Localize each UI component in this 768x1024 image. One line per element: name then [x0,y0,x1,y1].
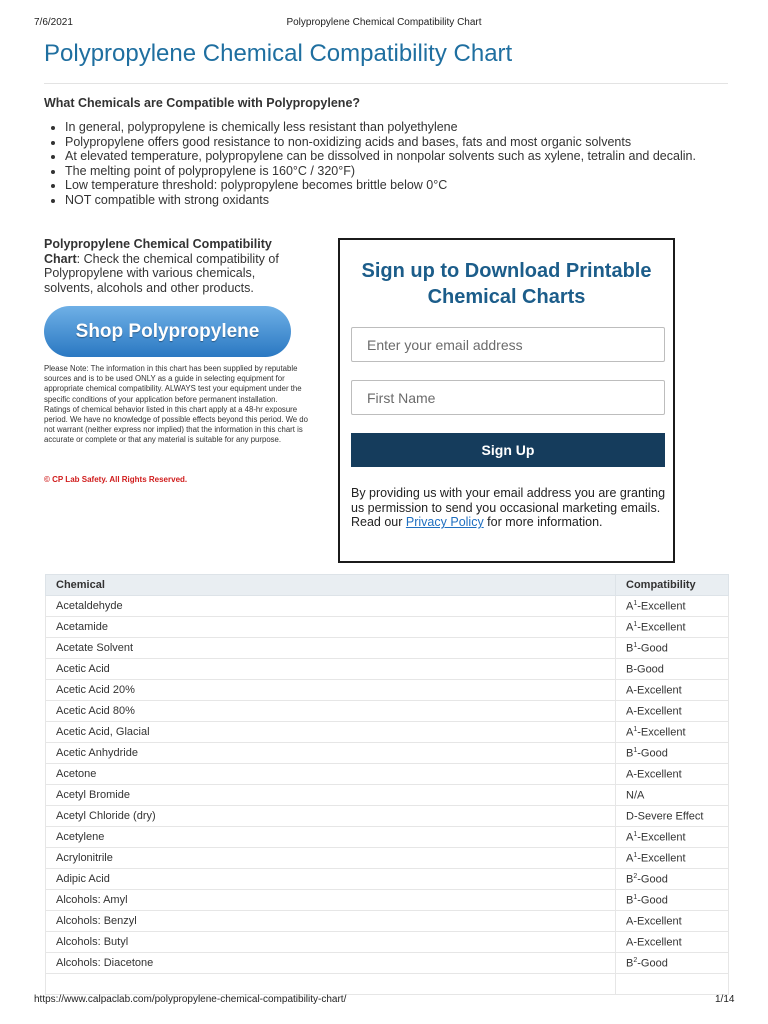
table-row [46,680,729,701]
rating-footnote: 1 [633,851,638,859]
email-input[interactable] [351,327,665,362]
table-header-row [46,575,729,596]
rating-footnote: 1 [633,830,638,838]
compatibility-cell [616,617,729,638]
table-row [46,764,729,785]
table-row [46,932,729,953]
compatibility-table [45,574,729,995]
rating-text: -Excellent [633,705,682,718]
compatibility-cell [616,848,729,869]
table-row [46,701,729,722]
compatibility-cell [616,596,729,617]
rating-grade: B [626,663,634,676]
bullet-item: • Low temperature threshold: polypropylene becomes brittle below 0°C [65,178,745,193]
table-body [46,596,729,995]
bullet-item: • The melting point of polypropylene is 160°C / 320°F) [65,164,745,179]
chemical-cell [46,974,616,995]
compatibility-cell [616,764,729,785]
column-header-compatibility: Compatibility [616,575,729,596]
compatibility-cell [616,869,729,890]
bullet-item: • At elevated temperature, polypropylene can be dissolved in nonpolar solvents such as xylene, tetralin and decalin. [65,149,745,164]
compatibility-cell [616,911,729,932]
rating-text: -Excellent [637,726,686,739]
intro-paragraph [44,237,306,295]
chemical-cell: Alcohols: Amyl [46,890,616,911]
rating-text: -Good [637,873,668,886]
table-row [46,743,729,764]
compatibility-cell [616,743,729,764]
chemical-cell: Adipic Acid [46,869,616,890]
compatibility-cell [616,806,729,827]
chemical-cell: Acetyl Bromide [46,785,616,806]
compatibility-cell [616,827,729,848]
table-row [46,827,729,848]
chemical-cell: Acetaldehyde [46,596,616,617]
compatibility-cell [616,953,729,974]
rating-footnote: 1 [633,620,638,628]
chemical-cell: Acetic Acid 20% [46,680,616,701]
rating-text: -Excellent [633,684,682,697]
shop-polypropylene-button[interactable]: Shop Polypropylene [44,306,291,357]
rating-grade: A [626,936,634,949]
chemical-cell: Acetone [46,764,616,785]
rating-text: -Good [633,663,664,676]
table-row [46,617,729,638]
disclaimer-note [44,364,316,446]
chemical-cell: Acetyl Chloride (dry) [46,806,616,827]
bullet-item: • In general, polypropylene is chemically less resistant than polyethylene [65,120,745,135]
table-row [46,890,729,911]
compatibility-cell [616,890,729,911]
rating-text: -Excellent [633,936,682,949]
title-divider [44,83,728,84]
table-row [46,848,729,869]
rating-text: -Excellent [637,831,686,844]
rating-text: -Good [637,894,668,907]
rating-text: -Excellent [633,768,682,781]
print-footer-url: https://www.calpaclab.com/polypropylene-chemical-compatibility-chart/ [34,994,347,1005]
compatibility-cell [616,701,729,722]
chemical-cell: Acetic Acid 80% [46,701,616,722]
rating-grade: B [626,873,634,886]
chemical-cell: Alcohols: Diacetone [46,953,616,974]
sign-up-button[interactable]: Sign Up [351,433,665,467]
disclaimer-text: By providing us with your email address you are granting us permission to send you occasional marketing emails. Read our [351,486,666,530]
table-row [46,953,729,974]
rating-text: -Good [637,747,668,760]
page-title: Polypropylene Chemical Compatibility Chart [44,40,513,67]
table-row [46,659,729,680]
rating-text: -Good [637,642,668,655]
signup-title: Sign up to Download Printable Chemical Charts [361,260,652,308]
rating-grade: B [626,642,634,655]
rating-footnote: 2 [633,956,638,964]
compatibility-cell [616,974,729,995]
bullet-item: • NOT compatible with strong oxidants [65,193,745,208]
privacy-policy-link[interactable]: Privacy Policy [405,515,484,530]
print-page-number: 1/14 [715,994,735,1005]
chemical-cell: Acetamide [46,617,616,638]
disclaimer-paragraph: Ratings of chemical behavior listed in this chart apply at a 48-hr exposure period. We have no knowledge of possible effects beyond this period. We do not warrant (neither express nor implied) that the information in this chart is accurate or complete or that any material is suitable for any purpose. [44,404,308,445]
rating-grade: A [626,768,634,781]
rating-footnote: 1 [633,725,638,733]
chemical-cell: Acetic Anhydride [46,743,616,764]
rating-footnote: 2 [633,872,638,880]
rating-footnote: 1 [633,641,638,649]
table-row [46,596,729,617]
copyright-notice: © CP Lab Safety. All Rights Reserved. [44,475,188,484]
rating-grade: B [626,957,634,970]
rating-text: -Excellent [637,600,686,613]
rating-grade: A [626,852,634,865]
column-header-chemical: Chemical [46,575,616,596]
chemical-cell: Acetylene [46,827,616,848]
compatibility-cell [616,722,729,743]
disclaimer-text-end: for more information. [483,515,603,530]
rating-grade: B [626,747,634,760]
first-name-input[interactable] [351,380,665,415]
rating-grade: A [626,705,634,718]
chemical-cell: Alcohols: Benzyl [46,911,616,932]
rating-grade: A [626,684,634,697]
table-row [46,806,729,827]
table-row [46,638,729,659]
intro-text: : Check the chemical compatibility of Polypropylene with various chemicals, solvents, alcohols and other products. [44,251,279,295]
rating-footnote: 1 [633,599,638,607]
compatibility-cell [616,680,729,701]
rating-footnote: 1 [633,746,638,754]
rating-text: -Excellent [633,915,682,928]
rating-text: -Excellent [637,621,686,634]
rating-grade: A [626,915,634,928]
table-row [46,869,729,890]
rating-grade: A [626,600,634,613]
compatibility-cell [616,932,729,953]
table-row [46,722,729,743]
rating-grade: D [626,810,634,823]
chemical-cell: Acetic Acid, Glacial [46,722,616,743]
rating-text: -Severe Effect [633,810,704,823]
section-question: What Chemicals are Compatible with Polypropylene? [44,96,361,110]
rating-text: -Excellent [637,852,686,865]
signup-box [338,238,675,563]
rating-text: -Good [637,957,668,970]
compatibility-cell [616,785,729,806]
rating-grade: A [626,621,634,634]
print-header-title: Polypropylene Chemical Compatibility Chart [286,17,482,28]
signup-disclaimer [351,486,667,530]
print-date: 7/6/2021 [34,17,73,28]
rating-footnote: 1 [633,893,638,901]
bullet-item: • Polypropylene offers good resistance to non-oxidizing acids and bases, fats and most organic solvents [65,135,745,150]
rating-grade: B [626,894,634,907]
rating-grade: A [626,726,634,739]
table-row [46,974,729,995]
rating-grade: A [626,831,634,844]
compatibility-cell [616,638,729,659]
chemical-cell: Acetate Solvent [46,638,616,659]
chemical-cell: Acrylonitrile [46,848,616,869]
info-bullet-list [44,120,745,207]
table-row [46,911,729,932]
rating-grade: N/A [626,789,645,802]
chemical-cell: Acetic Acid [46,659,616,680]
table-row [46,785,729,806]
disclaimer-paragraph: Please Note: The information in this chart has been supplied by reputable sources and is to be used ONLY as a guide in selecting equipment for appropriate chemical compatibility. ALWAYS test your equipment under the specific conditions of your application before permanent installation. [44,364,302,404]
chemical-cell: Alcohols: Butyl [46,932,616,953]
intro-bold: Polypropylene Chemical Compatibility Chart [44,237,272,266]
compatibility-cell [616,659,729,680]
